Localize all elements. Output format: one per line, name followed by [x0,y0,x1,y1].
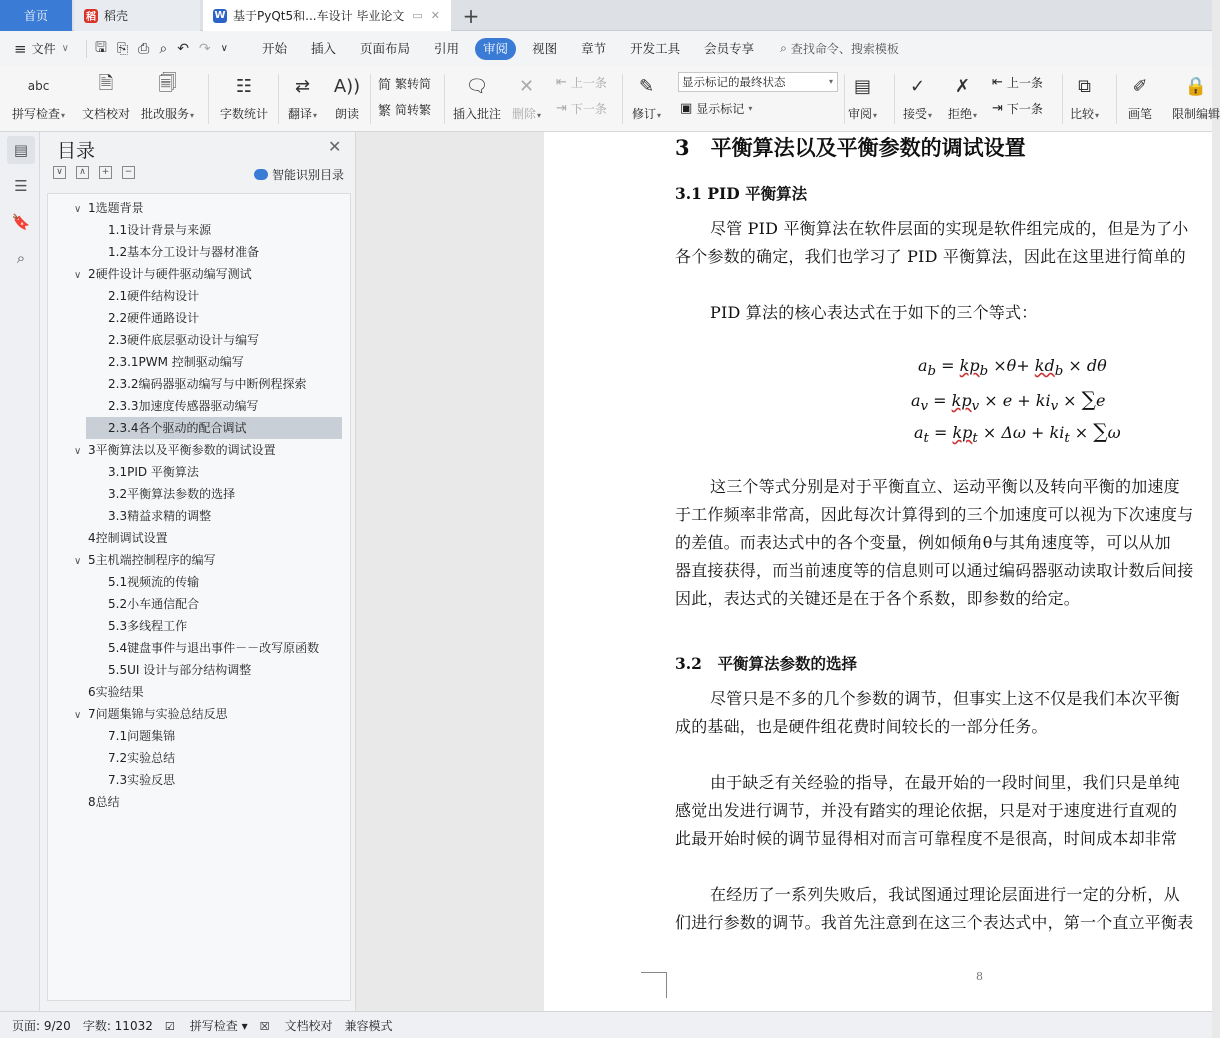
toc-item[interactable] [86,769,342,791]
trad-simp-icon: 简 [378,78,392,93]
tab-layout[interactable]: 页面布局 [360,40,411,56]
toc-tools [53,166,135,179]
batch-service-button[interactable]: 🗐 批改服务▾ [141,73,195,121]
batch-label: 批改服务 [141,107,190,121]
toc-item[interactable] [86,461,342,483]
tab-member[interactable]: 会员专享 [704,40,755,56]
toc-item-label: 1选题背景 [88,201,144,215]
paragraph-line: 尽管 PID 平衡算法在软件层面的实现是软件组完成的，但是为了小 [710,219,1189,238]
toc-item-label: 7.1问题集锦 [108,729,176,743]
toc-item-label: 8总结 [88,795,120,809]
toc-item-label: 6实验结果 [88,685,144,699]
pen-label: 画笔 [1127,107,1152,121]
paragraph-line: 此最开始时候的调节显得相对而言可靠程度不是很高，时间成本却非常 [675,829,1178,848]
tab-bar [0,0,1212,31]
proofread-icon: 🗎 [98,73,114,94]
add-heading-icon[interactable]: + [99,166,112,179]
trad-to-simp-button[interactable] [378,74,431,93]
equation-1: $a_b = kp_b \times\theta+ kd_b \times d\theta$ [918,356,1107,380]
simp-trad-icon: 繁 [378,104,392,119]
command-search-placeholder: 查找命令、搜索模板 [790,42,899,56]
expand-all-icon[interactable]: ∧ [76,166,89,179]
toc-item-label: 2.3.1PWM 控制驱动编写 [108,355,244,369]
simp-to-trad-label: 简转繁 [395,103,432,117]
nav-panel-icon[interactable]: ☰ [14,177,28,195]
toc-panel-icon[interactable]: ▤ [7,136,35,164]
spell-check-status[interactable]: ☑ 拼写检查 ▾ [164,1018,248,1033]
toc-title: 目录 [57,140,96,162]
compare-label: 比较 [1070,107,1095,121]
tab-developer[interactable]: 开发工具 [630,40,681,56]
lock-icon: 🔒 [1184,75,1208,97]
show-marks-button[interactable]: ▣ 显示标记 ▾ [680,101,753,116]
toc-panel [40,132,356,1011]
tab-reference[interactable]: 引用 [434,40,460,56]
search-icon[interactable]: ⌕ [16,249,26,267]
robot-icon [254,169,268,180]
toc-item-label: 5.3多线程工作 [108,619,188,633]
toc-item-label: 3.3精益求精的调整 [108,509,212,523]
proofread-status-icon: ☒ [259,1019,270,1033]
ribbon-divider [208,74,209,124]
toc-item[interactable] [86,219,342,241]
toc-item[interactable] [74,527,344,549]
ribbon-divider [278,74,279,124]
collapse-all-icon[interactable]: ∨ [53,166,66,179]
mark-state-value: 显示标记的最终状态 [682,75,786,89]
tab-document[interactable] [203,0,451,31]
quick-access [86,40,228,58]
prev-revision-label: 上一条 [1006,76,1043,90]
insert-comment-button[interactable] [453,71,501,122]
read-aloud-label: 朗读 [334,107,359,121]
ribbon-divider [1062,74,1063,124]
tab-daoke[interactable] [74,0,200,31]
toc-item[interactable] [86,373,342,395]
file-menu[interactable] [0,40,86,58]
mark-state-select[interactable] [678,72,838,92]
accept-button[interactable]: ✓ 接受▾ [903,71,932,122]
toc-item[interactable] [86,593,342,615]
ribbon-divider [844,74,845,124]
toc-item[interactable] [86,351,342,373]
proofread-status-label: 文档校对 [284,1018,333,1033]
toc-item[interactable] [86,659,342,681]
page-corner-mark [641,972,667,998]
tab-view[interactable]: 视图 [532,40,558,56]
translate-label: 翻译 [288,107,313,121]
toc-item[interactable] [86,725,342,747]
toc-item[interactable] [74,791,344,813]
toc-item[interactable] [86,483,342,505]
compare-button[interactable]: ⧉ 比较▾ [1070,71,1099,122]
paragraph-line: 在经历了一系列失败后，我试图通过理论层面进行一定的分析，从 [710,885,1180,904]
close-icon[interactable]: ✕ [328,137,342,156]
toc-item-label: 2.2硬件通路设计 [108,311,200,325]
paragraph-line: 尽管只是不多的几个参数的调节，但事实上这不仅是我们本次平衡 [710,689,1180,708]
equation-2: $a_v = kp_v \times e + ki_v \times \sum e$ [911,387,1106,415]
toc-item-label: 5.5UI 设计与部分结构调整 [108,663,252,677]
tab-start[interactable]: 开始 [261,40,287,56]
revise-button[interactable]: ✎ 修订▾ [632,71,661,122]
toc-item-label: 5主机端控制程序的编写 [88,553,216,567]
chevron-down-icon: ∨ [61,43,69,54]
ribbon-divider [622,74,623,124]
next-revision-icon: ⇥ [992,101,1003,116]
restrict-edit-button[interactable] [1172,71,1220,122]
next-revision-button[interactable] [992,100,1043,117]
toc-item-label: 2.3硬件底层驱动设计与编写 [108,333,260,347]
revise-label: 修订 [632,107,657,121]
ribbon-divider [1116,74,1117,124]
toc-item-label: 1.2基本分工设计与器材准备 [108,245,260,259]
paragraph-line: PID 算法的核心表达式在于如下的三个等式： [710,303,1038,322]
status-bar [0,1011,1212,1038]
smart-toc-label: 智能识别目录 [272,168,345,182]
heading-3-1: 3.1 PID 平衡算法 [675,184,808,203]
paragraph-line: 感觉出发进行调节，并没有踏实的理论依据，只是对于速度进行直观的 [675,801,1178,820]
toc-item[interactable] [86,637,342,659]
toc-list [47,193,351,1001]
restrict-edit-label: 限制编辑 [1172,107,1220,121]
review-label: 审阅 [848,107,873,121]
toc-item-label: 3.2平衡算法参数的选择 [108,487,236,501]
accept-icon: ✓ [909,75,926,97]
remove-heading-icon[interactable]: − [122,166,135,179]
tab-daoke-label: 稻壳 [104,9,129,23]
reject-button[interactable]: ✗ 拒绝▾ [948,71,977,122]
comment-icon: 🗨 [465,75,489,97]
simp-to-trad-button[interactable] [378,100,431,119]
paragraph-line: 由于缺乏有关经验的指导，在最开始的一段时间里，我们只是单纯 [710,773,1180,792]
page-indicator[interactable]: 页面: 9/20 [12,1018,71,1033]
paragraph-line: 因此，表达式的关键还是在于各个系数，即参数的给定。 [675,589,1081,608]
word-count-icon: ☷ [235,75,253,97]
command-search[interactable] [780,40,899,57]
spell-check-status-label: 拼写检查 [189,1018,238,1033]
tab-home[interactable] [0,0,72,31]
tab-document-label: 基于PyQt5和...车设计 毕业论文 [233,9,405,23]
close-icon[interactable]: ✕ [430,9,441,22]
batch-icon: 🗐 [158,73,177,94]
menu-row [0,31,1212,66]
delete-comment-icon: ✕ [518,75,535,97]
equation-3: $a_t = kp_t \times \Delta\omega + ki_t \times \sum\omega$ [914,419,1121,447]
tab-insert[interactable]: 插入 [311,40,337,56]
paragraph-line: 们进行参数的调节。我首先注意到在这三个表达式中，第一个直立平衡表 [675,913,1194,932]
toc-item[interactable] [86,395,342,417]
paragraph-line: 各个参数的确定，我们也学习了 PID 平衡算法，因此在这里进行简单的 [675,247,1186,266]
page-number: 8 [976,970,983,983]
delete-comment-button[interactable]: ✕ 删除▾ [512,71,541,122]
proofread-label: 文档校对 [82,107,131,121]
toc-item[interactable] [74,549,344,571]
chevron-down-icon[interactable]: ∨ [74,204,82,215]
prev-icon: ⇤ [556,75,567,90]
smart-toc-button[interactable] [254,166,344,183]
review-pane-icon: ▤ [854,75,872,97]
undo-icon[interactable]: ↶ [177,40,189,57]
spell-check-label: 拼写检查 [12,107,61,121]
toc-item-label: 4控制调试设置 [88,531,168,545]
redo-icon[interactable]: ↷ [198,40,211,57]
read-aloud-button[interactable] [333,71,361,122]
spell-check-button[interactable]: abc 拼写检查▾ [12,71,65,122]
ribbon-divider [894,74,895,124]
read-aloud-icon: A)) [333,75,361,97]
toc-item-label: 7.2实验总结 [108,751,176,765]
chevron-down-icon[interactable]: ∨ [74,710,82,721]
pen-icon: ✐ [1132,75,1148,97]
tab-chapter[interactable]: 章节 [581,40,607,56]
revise-icon: ✎ [638,75,655,97]
reject-label: 拒绝 [948,107,973,121]
toc-item-label: 2.3.4各个驱动的配合调试 [108,421,247,435]
writer-icon: W [214,10,226,21]
toc-item-label: 5.2小车通信配合 [108,597,200,611]
ribbon-divider [444,74,445,124]
toc-item[interactable] [86,285,342,307]
chevron-down-icon[interactable]: ∨ [74,446,82,457]
delete-label: 删除 [512,107,537,121]
word-count-button[interactable] [220,71,268,122]
daoke-icon: 稻 [84,9,98,23]
paragraph-line: 这三个等式分别是对于平衡直立、运动平衡以及转向平衡的加速度 [710,477,1180,496]
paragraph-line: 成的基础，也是硬件组花费时间较长的一部分任务。 [675,717,1048,736]
word-count-indicator[interactable]: 字数: 11032 [82,1018,153,1033]
toc-item-label: 5.1视频流的传输 [108,575,200,589]
toc-item[interactable] [86,307,342,329]
next-comment-button[interactable] [556,100,607,117]
toc-item[interactable] [86,505,342,527]
chevron-down-icon[interactable]: ∨ [74,270,82,281]
next-comment-label: 下一条 [570,102,607,116]
tab-review[interactable]: 审阅 [475,38,516,60]
dropdown-arrow-icon: ▾ [828,77,833,86]
trad-to-simp-label: 繁转简 [395,77,432,91]
checkbox-icon: ☑ [164,1019,175,1033]
toc-item[interactable] [74,263,344,285]
prev-comment-button[interactable] [556,74,607,91]
compat-mode-indicator: 兼容模式 [344,1018,393,1033]
toc-item-label: 7.3实验反思 [108,773,176,787]
toc-item[interactable] [86,747,342,769]
word-count-label: 字数统计 [220,107,269,121]
translate-button[interactable]: ⇄ 翻译▾ [288,71,317,122]
export-icon[interactable]: ⎘ [116,40,129,57]
new-tab-button[interactable]: + [462,4,480,28]
toc-item[interactable] [74,703,344,725]
toc-item[interactable] [86,329,342,351]
next-revision-label: 下一条 [1006,102,1043,116]
left-icon-strip [0,132,40,1011]
toc-item-label: 1.1设计背景与来源 [108,223,212,237]
toc-item-label: 3平衡算法以及平衡参数的调试设置 [88,443,276,457]
proofread-button[interactable] [82,71,130,122]
toc-item-label: 3.1PID 平衡算法 [108,465,199,479]
file-menu-label: 文件 [31,42,56,56]
ribbon-divider [370,74,371,124]
ribbon-tabs [250,38,766,60]
ribbon [0,66,1220,132]
print-preview-icon[interactable]: ⌕ [159,40,168,57]
toc-item-label: 2.3.2编码器驱动编写与中断例程探索 [108,377,307,391]
prev-revision-button[interactable] [992,74,1043,91]
show-marks-icon: ▣ [680,101,693,116]
tab-home-label: 首页 [23,9,48,23]
reject-icon: ✗ [954,75,971,97]
toc-item[interactable] [74,681,344,703]
heading-1: 3 平衡算法以及平衡参数的调试设置 [675,135,1026,160]
accept-label: 接受 [903,107,928,121]
document-page[interactable] [544,132,1212,1011]
hamburger-icon: ≡ [14,39,27,58]
show-marks-label: 显示标记 [696,102,745,116]
toc-item-label: 2.3.3加速度传感器驱动编写 [108,399,259,413]
pen-button[interactable] [1126,71,1154,122]
paragraph-line: 于工作频率非常高，因此每次计算得到的三个加速度可以视为下次速度与 [675,505,1194,524]
toc-item-label: 5.4键盘事件与退出事件－－改写原函数 [108,641,320,655]
toc-item[interactable] [86,571,342,593]
prev-comment-label: 上一条 [570,76,607,90]
more-icon[interactable]: ∨ [220,43,228,54]
next-icon: ⇥ [556,101,567,116]
bookmark-icon[interactable]: 🔖 [11,213,31,231]
compare-icon: ⧉ [1078,75,1091,97]
toc-item-label: 2.1硬件结构设计 [108,289,200,303]
paragraph-line: 器直接获得，而当前速度等的信息则可以通过编码器驱动读取计数后间接 [675,561,1194,580]
heading-3-2: 3.2 平衡算法参数的选择 [675,654,857,673]
chevron-down-icon[interactable]: ∨ [74,556,82,567]
toc-item[interactable] [74,197,344,219]
proofread-status[interactable] [260,1017,333,1034]
paragraph-line: 的差值。而表达式中的各个变量，例如倾角θ与其角速度等，可以从加 [675,533,1171,552]
save-icon[interactable]: 🖫 [95,39,107,56]
translate-icon: ⇄ [294,75,311,97]
insert-comment-label: 插入批注 [453,107,502,121]
review-pane-button[interactable]: ▤ 审阅▾ [848,71,877,122]
toc-item-label: 7问题集锦与实验总结反思 [88,707,228,721]
toc-item-label: 2硬件设计与硬件驱动编写测试 [88,267,252,281]
prev-revision-icon: ⇤ [992,75,1003,90]
window-icon[interactable]: ▭ [412,9,423,22]
spell-check-icon: abc [27,79,50,93]
search-icon: ⌕ [780,41,787,55]
toc-item[interactable] [86,241,342,263]
toc-item[interactable] [86,615,342,637]
toc-item[interactable] [74,439,344,461]
toc-item[interactable] [86,417,342,439]
print-icon[interactable]: ⎙ [138,40,150,57]
